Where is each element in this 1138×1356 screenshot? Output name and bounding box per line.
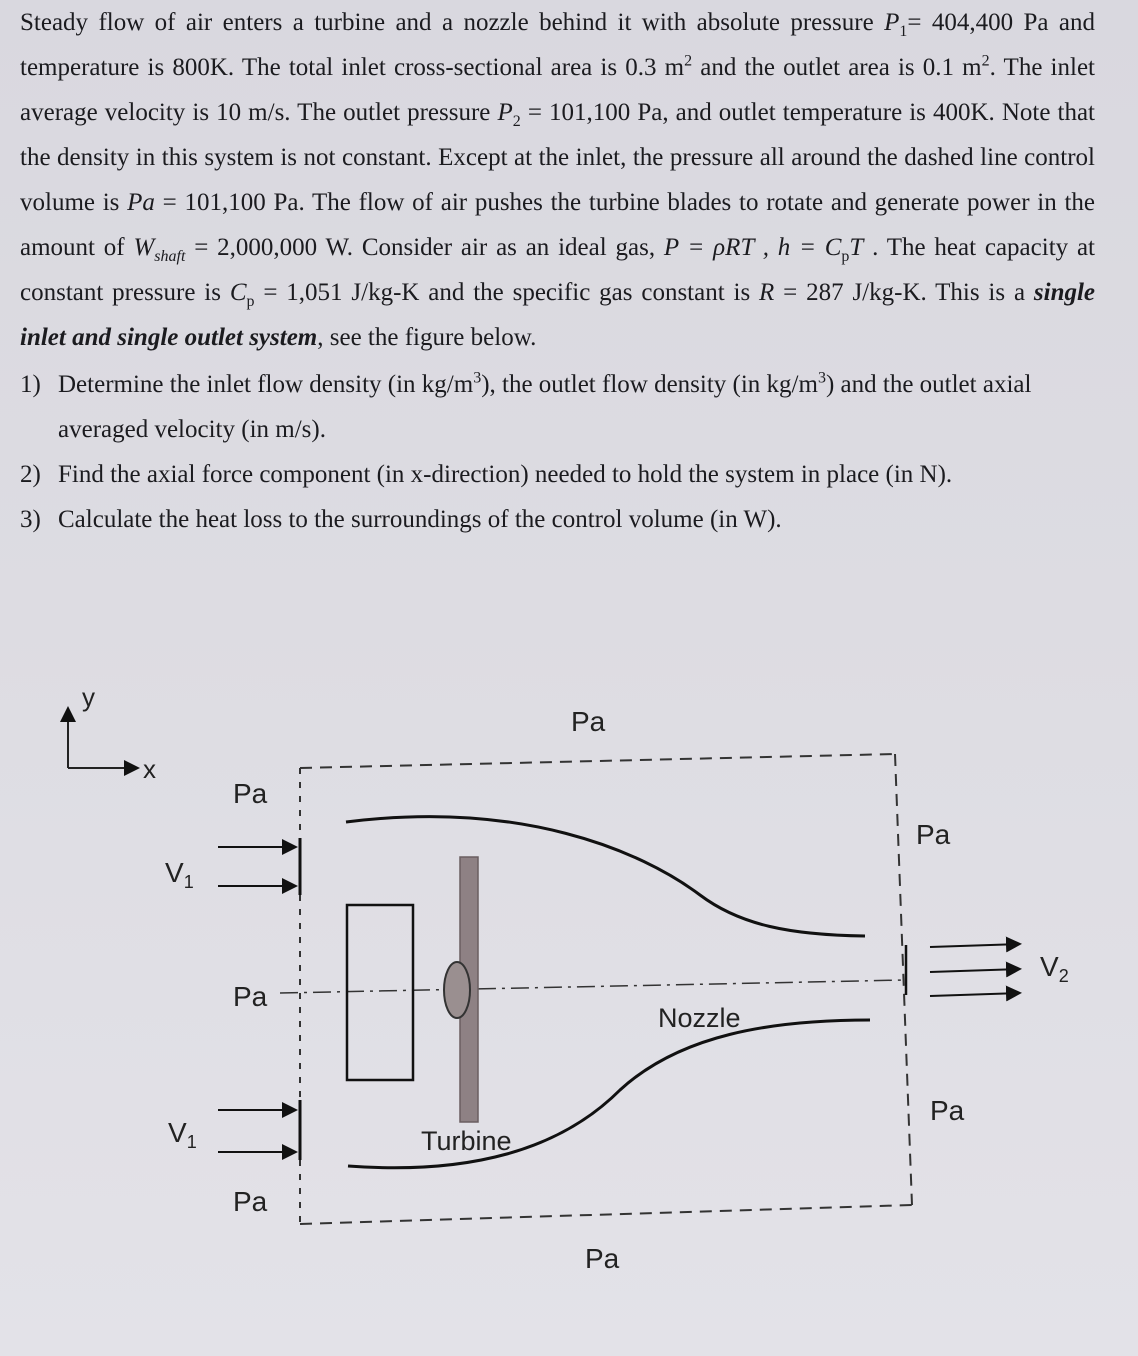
v1-label-top: $V_1$ — [165, 857, 194, 892]
pa-label-left-top: Pa — [233, 778, 268, 809]
problem-paragraph: Steady flow of air enters a turbine and a nozzle behind it with absolute pressure $P_1= 404,400$ Pa and temperature is 800K. The total inlet cross-sectional area is 0.3 $m^2$ and the outlet area is 0.1 $m^2$. The inlet average velocity is 10 m/s. The outlet pressure $P_2 = 101,100$ Pa, and outlet temperature is 400K. Note that the density in this system is not constant. Except at the inlet, the pressure all around the dashed line control volume is Pa = 101,100 Pa. The flow of air pushes the turbine blades to rotate and generate power in the amount of $W_{shaft} = 2,000,000$ W. Consider air as an ideal gas, P = ρRT , $h = C_pT$ . The heat capacity at constant pressure is $C_p = 1,051$ J/kg-K and the specific gas constant is R = 287 J/kg-K. This is a single inlet and single outlet system, see the figure below. — [20, 9, 1096, 351]
pa-label-bottom: Pa — [585, 1243, 620, 1274]
v1-label-bottom: $V_1$ — [168, 1117, 197, 1152]
generator-box — [347, 905, 413, 1080]
question-1: 1) Determine the inlet flow density (in $kg/m^3$), the outlet flow density (in $kg/m^3$) and the outlet axial averaged velocity (in m/s). — [20, 369, 1032, 443]
y-axis-label: y — [82, 682, 95, 712]
x-axis-label: x — [143, 754, 156, 784]
question-3: 3) Calculate the heat loss to the surroundings of the control volume (in W). — [20, 506, 782, 533]
pa-label-left-bottom: Pa — [233, 1186, 268, 1217]
question-2: 2) Find the axial force component (in x-direction) needed to hold the system in place (in N). — [20, 461, 953, 488]
pa-label-top: Pa — [571, 706, 606, 737]
control-volume-boundary — [300, 754, 912, 1224]
turbine-label: Turbine — [421, 1126, 512, 1156]
outlet-velocity-arrows — [930, 944, 1020, 996]
centerline — [280, 980, 905, 993]
coordinate-axes — [68, 708, 138, 768]
problem-statement — [20, 0, 1095, 542]
duct-walls — [346, 817, 870, 1168]
turbine-hub — [444, 962, 470, 1018]
nozzle-label: Nozzle — [658, 1003, 741, 1033]
pa-label-right-top: Pa — [916, 819, 951, 850]
pa-label-left-middle: Pa — [233, 981, 268, 1012]
turbine-nozzle-figure — [0, 670, 1138, 1356]
pa-label-right-bottom: Pa — [930, 1095, 965, 1126]
v2-label: $V_2$ — [1040, 951, 1069, 986]
